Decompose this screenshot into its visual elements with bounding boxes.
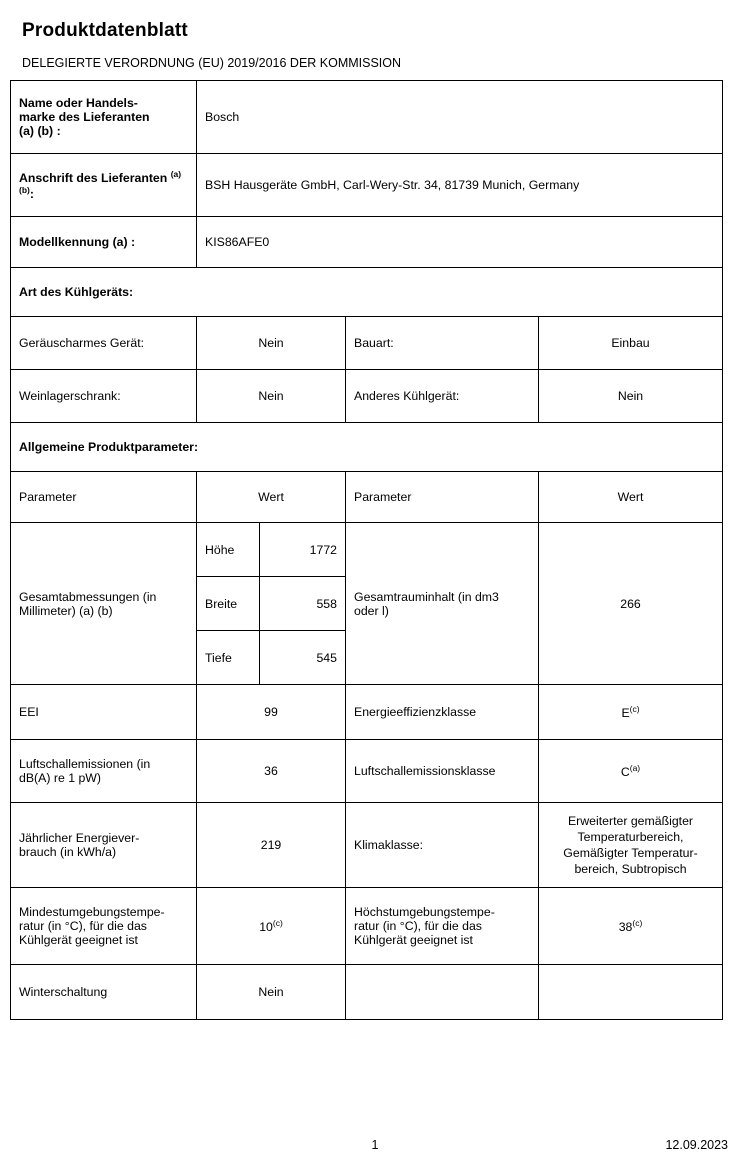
noise-emissions-label — [11, 740, 197, 803]
table-row-noise-emissions — [11, 740, 723, 803]
noise-emissions-label-line2: dB(A) re 1 pW) — [19, 771, 101, 785]
noise-class-label: Luftschallemissionsklasse — [346, 740, 539, 803]
energy-class-value-text: E — [621, 706, 630, 721]
annual-energy-label-line2: brauch (in kWh/a) — [19, 845, 117, 859]
supplier-name-label-line3: (a) (b) : — [19, 124, 61, 138]
total-volume-value: 266 — [539, 523, 723, 685]
page-number: 1 — [371, 1138, 379, 1152]
datasheet-container — [10, 12, 722, 1020]
supplier-name-label-line1: Name oder Handels- — [19, 96, 138, 110]
table-row-annual-energy — [11, 803, 723, 888]
supplier-address-label-colon: : — [29, 187, 34, 202]
winter-setting-empty-value — [539, 965, 723, 1020]
total-volume-label-line2: oder l) — [354, 603, 389, 618]
min-ambient-temp-label-line2: ratur (in °C), für die das — [19, 919, 147, 933]
dimension-name-height: Höhe — [197, 523, 260, 577]
table-row-winter-setting — [11, 965, 723, 1020]
total-volume-label-line1: Gesamtrauminhalt (in dm3 — [354, 589, 499, 604]
max-ambient-temp-label — [346, 888, 539, 965]
table-row-wine-cabinet — [11, 370, 723, 423]
dimension-name-width: Breite — [197, 577, 260, 631]
min-ambient-temp-label — [11, 888, 197, 965]
table-row-ambient-temperature — [11, 888, 723, 965]
energy-class-label: Energieeffizienzklasse — [346, 685, 539, 740]
wine-cabinet-value: Nein — [197, 370, 346, 423]
header-value-left: Wert — [197, 472, 346, 523]
energy-class-value — [539, 685, 723, 740]
winter-setting-value: Nein — [197, 965, 346, 1020]
supplier-name-value: Bosch — [197, 81, 723, 154]
construction-type-value: Einbau — [539, 317, 723, 370]
dimensions-label — [11, 523, 197, 685]
table-row-general-header — [11, 423, 723, 472]
total-volume-label — [346, 523, 539, 685]
supplier-address-label — [11, 154, 197, 217]
table-row-column-headers — [11, 472, 723, 523]
climate-class-value-line4: bereich, Subtropisch — [574, 862, 687, 877]
min-ambient-temp-value-text: 10 — [259, 920, 273, 935]
max-ambient-temp-value — [539, 888, 723, 965]
general-section-label: Allgemeine Produktparameter: — [11, 423, 723, 472]
eei-label: EEI — [11, 685, 197, 740]
quiet-appliance-label: Geräuscharmes Gerät: — [11, 317, 197, 370]
climate-class-value-line1: Erweiterter gemäßigter — [567, 813, 694, 828]
climate-class-value-line2: Temperaturbereich, — [577, 829, 684, 844]
table-row-supplier-name — [11, 81, 723, 154]
header-value-right: Wert — [539, 472, 723, 523]
table-row-model — [11, 217, 723, 268]
noise-emissions-value: 36 — [197, 740, 346, 803]
noise-class-value-text: C — [620, 765, 630, 780]
annual-energy-label-line1: Jährlicher Energiever- — [19, 831, 140, 845]
datasheet-table — [10, 80, 723, 1020]
climate-class-value-line3: Gemäßigter Temperatur- — [563, 846, 698, 860]
table-row-appliance-type-header — [11, 268, 723, 317]
table-row-quiet-appliance — [11, 317, 723, 370]
document-date: 12.09.2023 — [665, 1138, 728, 1152]
annual-energy-value: 219 — [197, 803, 346, 888]
dimension-value-depth: 545 — [260, 631, 346, 685]
model-label: Modellkennung (a) : — [11, 217, 197, 268]
wine-cabinet-label: Weinlagerschrank: — [11, 370, 197, 423]
noise-class-value — [539, 740, 723, 803]
supplier-name-label — [11, 81, 197, 154]
supplier-address-label-superscript: (a) (b) — [19, 168, 182, 195]
table-row-dimensions-height — [11, 523, 723, 577]
header-parameter-right: Parameter — [346, 472, 539, 523]
other-appliance-value: Nein — [539, 370, 723, 423]
max-ambient-temp-label-line2: ratur (in °C), für die das — [354, 919, 482, 933]
max-ambient-temp-label-line3: Kühlgerät geeignet ist — [354, 933, 473, 947]
winter-setting-label: Winterschaltung — [11, 965, 197, 1020]
eei-value: 99 — [197, 685, 346, 740]
other-appliance-label: Anderes Kühlgerät: — [346, 370, 539, 423]
noise-class-value-superscript: (a) — [629, 762, 641, 773]
climate-class-label: Klimaklasse: — [346, 803, 539, 888]
climate-class-value — [539, 803, 723, 888]
max-ambient-temp-value-superscript: (c) — [632, 917, 643, 928]
regulation-subtitle: DELEGIERTE VERORDNUNG (EU) 2019/2016 DER KOMMISSION — [22, 56, 402, 70]
dimension-value-height: 1772 — [260, 523, 346, 577]
header-parameter-left: Parameter — [11, 472, 197, 523]
appliance-type-section-label: Art des Kühlgeräts: — [11, 268, 723, 317]
page-title: Produktdatenblatt — [22, 20, 188, 41]
supplier-address-label-text: Anschrift des Lieferanten — [19, 171, 168, 185]
min-ambient-temp-label-line3: Kühlgerät geeignet ist — [19, 933, 138, 947]
dimensions-label-line1: Gesamtabmessungen (in — [19, 589, 157, 604]
dimension-name-depth: Tiefe — [197, 631, 260, 685]
table-row-eei — [11, 685, 723, 740]
quiet-appliance-value: Nein — [197, 317, 346, 370]
min-ambient-temp-label-line1: Mindestumgebungstempe- — [19, 905, 165, 919]
noise-emissions-label-line1: Luftschallemissionen (in — [19, 757, 151, 771]
min-ambient-temp-value-superscript: (c) — [272, 917, 283, 928]
winter-setting-empty-label — [346, 965, 539, 1020]
supplier-address-value: BSH Hausgeräte GmbH, Carl-Wery-Str. 34, 81739 Munich, Germany — [197, 154, 723, 217]
supplier-name-label-line2: marke des Lieferanten — [19, 110, 150, 124]
energy-class-value-superscript: (c) — [629, 703, 640, 714]
max-ambient-temp-value-text: 38 — [618, 920, 633, 935]
table-row-supplier-address — [11, 154, 723, 217]
dimensions-label-line2: Millimeter) (a) (b) — [19, 603, 113, 618]
max-ambient-temp-label-line1: Höchstumgebungstempe- — [354, 905, 495, 919]
annual-energy-label — [11, 803, 197, 888]
construction-type-label: Bauart: — [346, 317, 539, 370]
dimension-value-width: 558 — [260, 577, 346, 631]
min-ambient-temp-value — [197, 888, 346, 965]
model-value: KIS86AFE0 — [197, 217, 723, 268]
